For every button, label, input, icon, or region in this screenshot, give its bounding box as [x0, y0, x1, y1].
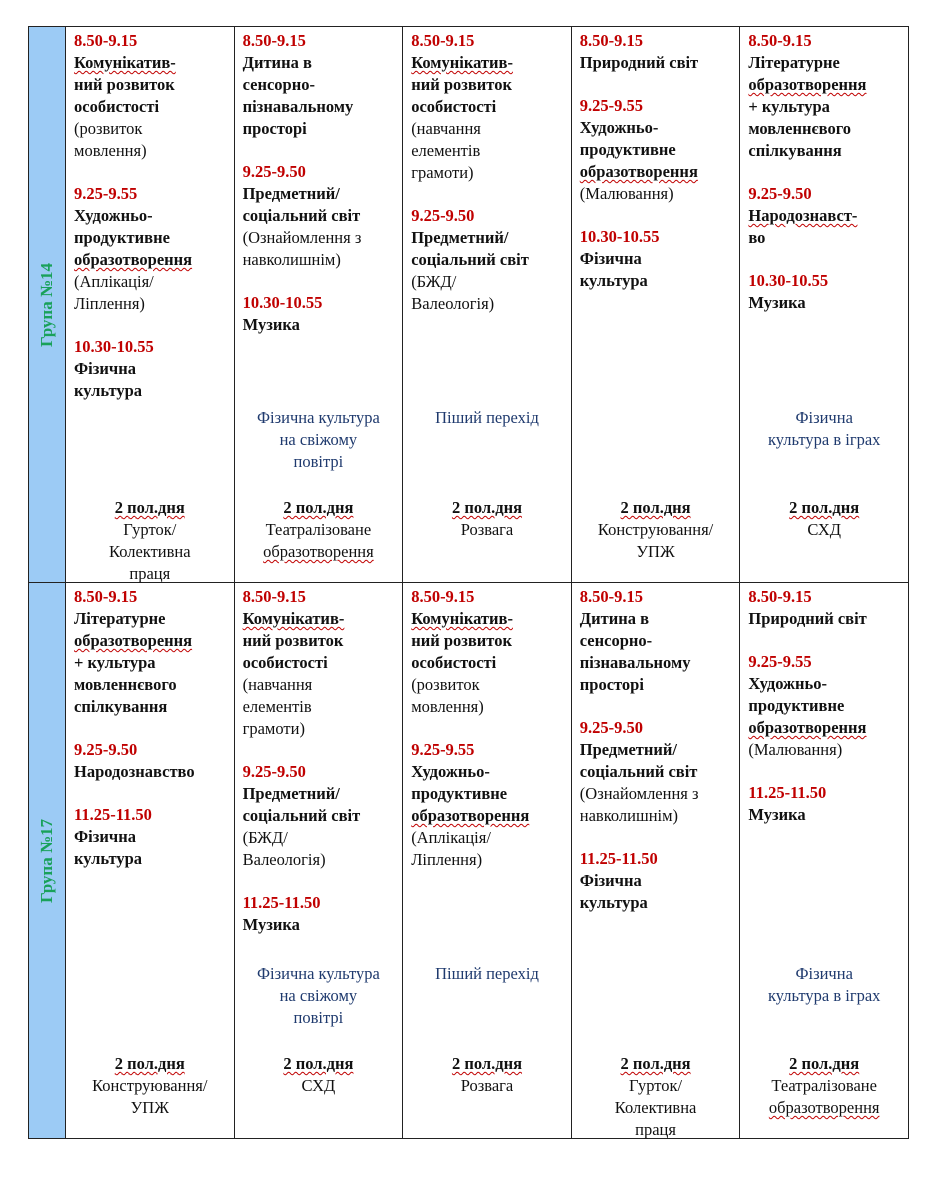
day-cell	[66, 27, 235, 583]
activity-note: (БЖД/	[242, 828, 288, 847]
activity-subject: продуктивне	[748, 696, 845, 715]
activity-time: 8.50-9.15	[411, 31, 475, 50]
afternoon-label	[574, 497, 738, 519]
spellcheck-underline: образотворення	[74, 250, 193, 269]
activity-subject: ний розвиток	[74, 75, 175, 94]
activity-time: 8.50-9.15	[74, 587, 138, 606]
group-label: Група №14	[37, 262, 56, 347]
day-cell-content	[572, 27, 740, 582]
activity-subject: Літературне	[74, 609, 166, 628]
afternoon-item: праця	[635, 1120, 676, 1139]
afternoon-label-text: 2 пол.дня	[789, 1054, 860, 1073]
activity-subject: Фізична	[74, 827, 136, 846]
activity	[411, 205, 567, 315]
afternoon-activities	[68, 1053, 232, 1119]
spellcheck-underline: образотворення	[579, 162, 698, 181]
activity-subject: спілкування	[748, 141, 842, 160]
activity-time: 9.25-9.50	[74, 740, 138, 759]
activity-subject	[243, 608, 399, 630]
activity	[748, 586, 904, 630]
afternoon-item: Колективна	[109, 542, 191, 561]
activity-subject: соціальний світ	[411, 250, 529, 269]
activity-time: 10.30-10.55	[748, 271, 829, 290]
activity-subject: культура	[74, 849, 143, 868]
activity-time: 11.25-11.50	[579, 849, 658, 868]
day-cell-content	[740, 583, 908, 1138]
morning-activities	[74, 30, 230, 402]
afternoon-label-text: 2 пол.дня	[620, 1054, 691, 1073]
activity-subject: Фізична	[579, 871, 642, 890]
activity-gap	[580, 74, 736, 95]
walk-line: Піший перехід	[435, 408, 539, 427]
activity-time: 9.25-9.50	[242, 162, 306, 181]
walk-activity	[237, 407, 401, 473]
group-row	[29, 27, 909, 583]
spellcheck-underline: образотворення	[411, 806, 530, 825]
activity-subject: Предметний/	[242, 784, 340, 803]
activity-gap	[74, 162, 230, 183]
day-cell	[403, 583, 572, 1139]
activity-time: 9.25-9.50	[579, 718, 644, 737]
afternoon-label	[742, 1053, 906, 1075]
activity-subject: Фізична	[579, 249, 642, 268]
afternoon-label	[237, 497, 401, 519]
activity-subject: Природний світ	[579, 53, 699, 72]
activity-subject: ний розвиток	[411, 75, 512, 94]
activity-subject: Предметний/	[411, 228, 509, 247]
activity-subject: соціальний світ	[579, 762, 698, 781]
activity-subject	[748, 74, 904, 96]
activity	[748, 30, 904, 162]
activity-note: (БЖД/	[411, 272, 457, 291]
activity-note: (Аплікація/	[411, 828, 491, 847]
activity-note: мовлення)	[411, 697, 484, 716]
afternoon-activities	[405, 497, 569, 541]
afternoon-item	[742, 1097, 906, 1119]
activity-note: (розвиток	[411, 675, 480, 694]
afternoon-item: СХД	[807, 520, 842, 539]
afternoon-label-text: 2 пол.дня	[451, 1054, 523, 1073]
activity	[74, 586, 230, 718]
activity-subject: пізнавальному	[579, 653, 691, 672]
walk-activity	[405, 963, 569, 985]
day-cell	[571, 27, 740, 583]
activity-note: (Ознайомлення з	[242, 228, 362, 247]
activity-subject: продуктивне	[411, 784, 508, 803]
activity-subject: Предметний/	[579, 740, 678, 759]
afternoon-label-text: 2 пол.дня	[789, 498, 860, 517]
activity-time: 8.50-9.15	[242, 31, 306, 50]
activity-time: 9.25-9.55	[74, 184, 138, 203]
day-cell	[234, 27, 403, 583]
activity-time: 9.25-9.55	[748, 652, 812, 671]
activity-subject: Фізична	[74, 359, 136, 378]
activity	[411, 739, 567, 871]
afternoon-item: Гурток/	[123, 520, 177, 539]
activity-gap	[74, 718, 230, 739]
activity-subject	[748, 717, 904, 739]
activity-note: грамоти)	[411, 163, 474, 182]
afternoon-item: УПЖ	[130, 1098, 169, 1117]
activity	[74, 183, 230, 315]
morning-activities	[748, 586, 904, 826]
activity-time: 10.30-10.55	[579, 227, 660, 246]
activity-gap	[74, 315, 230, 336]
activity-gap	[748, 630, 904, 651]
morning-activities	[411, 30, 567, 315]
walk-line: повітрі	[293, 1008, 344, 1027]
day-cell	[571, 583, 740, 1139]
morning-activities	[580, 30, 736, 292]
activity-subject: продуктивне	[74, 228, 170, 247]
activity-note: навколишнім)	[242, 250, 341, 269]
walk-activity	[405, 407, 569, 429]
activity-note: (розвиток	[74, 119, 143, 138]
activity-note: (навчання	[242, 675, 313, 694]
afternoon-item: Розвага	[460, 520, 514, 539]
activity	[580, 95, 736, 205]
spellcheck-underline: Комунікатив-	[411, 53, 513, 72]
activity-note: грамоти)	[242, 719, 305, 738]
afternoon-label-text: 2 пол.дня	[283, 1054, 354, 1073]
activity-gap	[243, 871, 399, 892]
day-cell	[66, 583, 235, 1139]
activity	[580, 226, 736, 292]
activity-time: 8.50-9.15	[411, 587, 475, 606]
walk-line: Фізична	[795, 408, 853, 427]
walk-activity	[742, 407, 906, 451]
spellcheck-underline: Комунікатив-	[74, 53, 176, 72]
activity-time: 8.50-9.15	[579, 587, 644, 606]
activity-subject: особистості	[411, 97, 497, 116]
spellcheck-underline: образотворення	[748, 75, 867, 94]
activity-subject: продуктивне	[579, 140, 676, 159]
activity-subject: Музика	[748, 805, 806, 824]
activity-subject: Предметний/	[242, 184, 340, 203]
activity	[243, 761, 399, 871]
afternoon-item: Конструювання/	[92, 1076, 208, 1095]
walk-line: на свіжому	[279, 986, 358, 1005]
activity-time: 9.25-9.50	[748, 184, 812, 203]
activity-subject: Дитина в	[242, 53, 312, 72]
afternoon-activities	[405, 1053, 569, 1097]
afternoon-item: СХД	[301, 1076, 336, 1095]
activity-subject	[411, 52, 567, 74]
spellcheck-underline: Комунікатив-	[242, 609, 345, 628]
day-cell	[740, 27, 909, 583]
walk-activity	[237, 963, 401, 1029]
activity-subject	[411, 608, 567, 630]
activity-subject: ний розвиток	[242, 631, 344, 650]
day-cell-content	[235, 27, 403, 582]
walk-line: Фізична	[795, 964, 853, 983]
activity-subject: ний розвиток	[411, 631, 512, 650]
afternoon-label	[68, 497, 232, 519]
activity-time: 9.25-9.50	[242, 762, 306, 781]
walk-line: Фізична культура	[256, 408, 380, 427]
activity	[243, 586, 399, 740]
activity-subject: + культура	[748, 97, 830, 116]
activity-subject	[748, 205, 904, 227]
activity-subject: Художньо-	[411, 762, 490, 781]
day-cell-content	[403, 583, 571, 1138]
afternoon-item-text: образотворення	[768, 1098, 880, 1117]
activity-time: 8.50-9.15	[748, 31, 812, 50]
activity-time: 10.30-10.55	[74, 337, 154, 356]
activity-note: навколишнім)	[579, 806, 679, 825]
spellcheck-underline: образотворення	[74, 631, 193, 650]
activity	[74, 336, 230, 402]
activity	[580, 848, 736, 914]
activity-subject	[580, 161, 736, 183]
activity	[243, 30, 399, 140]
activity-time: 11.25-11.50	[242, 893, 321, 912]
afternoon-activities	[574, 497, 738, 563]
activity	[748, 782, 904, 826]
afternoon-label	[68, 1053, 232, 1075]
activity-gap	[580, 827, 736, 848]
day-cell-content	[235, 583, 403, 1138]
activity	[580, 586, 736, 696]
activity-time: 8.50-9.15	[579, 31, 644, 50]
morning-activities	[411, 586, 567, 871]
morning-activities	[243, 30, 399, 336]
activity-time: 8.50-9.15	[748, 587, 812, 606]
activity-note: (Аплікація/	[74, 272, 154, 291]
activity-subject: мовленнєвого	[748, 119, 852, 138]
day-cell	[740, 583, 909, 1139]
morning-activities	[580, 586, 736, 914]
afternoon-label	[574, 1053, 738, 1075]
afternoon-label	[742, 497, 906, 519]
activity-subject: просторі	[242, 119, 307, 138]
activity-subject: культура	[74, 381, 143, 400]
activity-time: 9.25-9.55	[579, 96, 644, 115]
activity-subject: соціальний світ	[242, 806, 361, 825]
activity-subject: спілкування	[74, 697, 168, 716]
activity-note: Валеологія)	[242, 850, 326, 869]
activity-subject: сенсорно-	[242, 75, 315, 94]
activity	[748, 183, 904, 249]
afternoon-label	[237, 1053, 401, 1075]
afternoon-item: Гурток/	[629, 1076, 683, 1095]
afternoon-activities	[574, 1053, 738, 1141]
activity-note: Валеологія)	[411, 294, 495, 313]
day-cell-content	[66, 27, 234, 582]
activity-subject: сенсорно-	[579, 631, 653, 650]
activity-subject: особистості	[411, 653, 497, 672]
day-cell-content	[66, 583, 234, 1138]
afternoon-item: Конструювання/	[597, 520, 714, 539]
activity-subject: просторі	[579, 675, 644, 694]
activity	[580, 717, 736, 827]
activity	[74, 804, 230, 870]
activity-time: 11.25-11.50	[74, 805, 152, 824]
walk-line: культура в іграх	[767, 430, 881, 449]
group-label-cell	[29, 583, 66, 1139]
activity-subject: Літературне	[748, 53, 840, 72]
afternoon-activities	[742, 497, 906, 541]
day-cell-content	[572, 583, 740, 1138]
activity-subject	[74, 249, 230, 271]
afternoon-activities	[742, 1053, 906, 1119]
day-cell-content	[740, 27, 908, 582]
spellcheck-underline: Комунікатив-	[411, 609, 513, 628]
afternoon-activities	[237, 1053, 401, 1097]
afternoon-label	[405, 497, 569, 519]
activity-gap	[580, 205, 736, 226]
activity-time: 9.25-9.50	[411, 206, 475, 225]
schedule-table	[28, 26, 909, 1139]
morning-activities	[748, 30, 904, 314]
activity-subject: мовленнєвого	[74, 675, 177, 694]
group-row	[29, 583, 909, 1139]
group-label-cell	[29, 27, 66, 583]
walk-line: повітрі	[293, 452, 344, 471]
activity-note: (навчання	[411, 119, 481, 138]
morning-activities	[74, 586, 230, 870]
afternoon-label-text: 2 пол.дня	[451, 498, 523, 517]
activity-gap	[411, 718, 567, 739]
activity-subject: Музика	[242, 915, 300, 934]
afternoon-label-text: 2 пол.дня	[114, 498, 185, 517]
activity-subject: + культура	[74, 653, 156, 672]
activity-subject: особистості	[242, 653, 328, 672]
activity-note: елементів	[411, 141, 481, 160]
activity	[411, 586, 567, 718]
activity-note: мовлення)	[74, 141, 147, 160]
afternoon-item: Театралізоване	[265, 520, 372, 539]
activity-subject: Природний світ	[748, 609, 867, 628]
activity	[74, 739, 230, 783]
activity-gap	[411, 184, 567, 205]
activity-subject: культура	[579, 271, 648, 290]
activity-note: Ліплення)	[74, 294, 145, 313]
day-cell-content	[403, 27, 571, 582]
activity-subject: Народознавство	[74, 762, 195, 781]
activity-subject: Художньо-	[579, 118, 659, 137]
activity	[243, 161, 399, 271]
activity-time: 8.50-9.15	[242, 587, 306, 606]
afternoon-item	[237, 541, 401, 563]
activity-gap	[748, 761, 904, 782]
afternoon-item: праця	[129, 564, 171, 583]
activity-subject: Музика	[242, 315, 300, 334]
afternoon-item: Розвага	[460, 1076, 514, 1095]
activity-note: елементів	[242, 697, 312, 716]
afternoon-label	[405, 1053, 569, 1075]
afternoon-item-text: образотворення	[263, 542, 374, 561]
afternoon-item: Колективна	[614, 1098, 697, 1117]
afternoon-label-text: 2 пол.дня	[620, 498, 691, 517]
walk-line: Фізична культура	[256, 964, 380, 983]
activity	[580, 30, 736, 74]
activity-note: Ліплення)	[411, 850, 483, 869]
activity-gap	[243, 140, 399, 161]
activity	[243, 892, 399, 936]
afternoon-activities	[237, 497, 401, 563]
group-label: Група №17	[37, 818, 56, 903]
activity-time: 11.25-11.50	[748, 783, 827, 802]
activity-time: 9.25-9.55	[411, 740, 475, 759]
afternoon-label-text: 2 пол.дня	[114, 1054, 185, 1073]
morning-activities	[243, 586, 399, 936]
activity-time: 8.50-9.15	[74, 31, 138, 50]
activity-time: 10.30-10.55	[242, 293, 323, 312]
activity-subject	[74, 52, 230, 74]
activity-gap	[243, 740, 399, 761]
activity-subject: Художньо-	[74, 206, 153, 225]
walk-line: Піший перехід	[435, 964, 539, 983]
activity	[748, 270, 904, 314]
afternoon-label-text: 2 пол.дня	[283, 498, 354, 517]
activity-gap	[74, 783, 230, 804]
walk-activity	[742, 963, 906, 1007]
activity-subject: соціальний світ	[242, 206, 361, 225]
afternoon-item: Театралізоване	[771, 1076, 877, 1095]
activity	[243, 292, 399, 336]
day-cell	[234, 583, 403, 1139]
spellcheck-underline: образотворення	[748, 718, 867, 737]
day-cell	[403, 27, 572, 583]
activity	[411, 30, 567, 184]
spellcheck-underline: Народознавст-	[748, 206, 858, 225]
activity	[74, 30, 230, 162]
activity-note: (Малювання)	[748, 740, 843, 759]
walk-line: на свіжому	[279, 430, 358, 449]
activity-gap	[748, 162, 904, 183]
activity-subject: особистості	[74, 97, 160, 116]
activity-subject	[74, 630, 230, 652]
afternoon-activities	[68, 497, 232, 585]
activity-subject	[411, 805, 567, 827]
activity	[748, 651, 904, 761]
activity-note: (Ознайомлення з	[579, 784, 699, 803]
activity-gap	[580, 696, 736, 717]
afternoon-item: УПЖ	[636, 542, 675, 561]
activity-subject: Дитина в	[579, 609, 650, 628]
activity-note: (Малювання)	[579, 184, 674, 203]
activity-gap	[748, 249, 904, 270]
walk-line: культура в іграх	[767, 986, 881, 1005]
activity-subject: Музика	[748, 293, 806, 312]
activity-subject: во	[748, 228, 766, 247]
activity-gap	[243, 271, 399, 292]
activity-subject: пізнавальному	[242, 97, 354, 116]
activity-subject: культура	[579, 893, 648, 912]
activity-subject: Художньо-	[748, 674, 827, 693]
